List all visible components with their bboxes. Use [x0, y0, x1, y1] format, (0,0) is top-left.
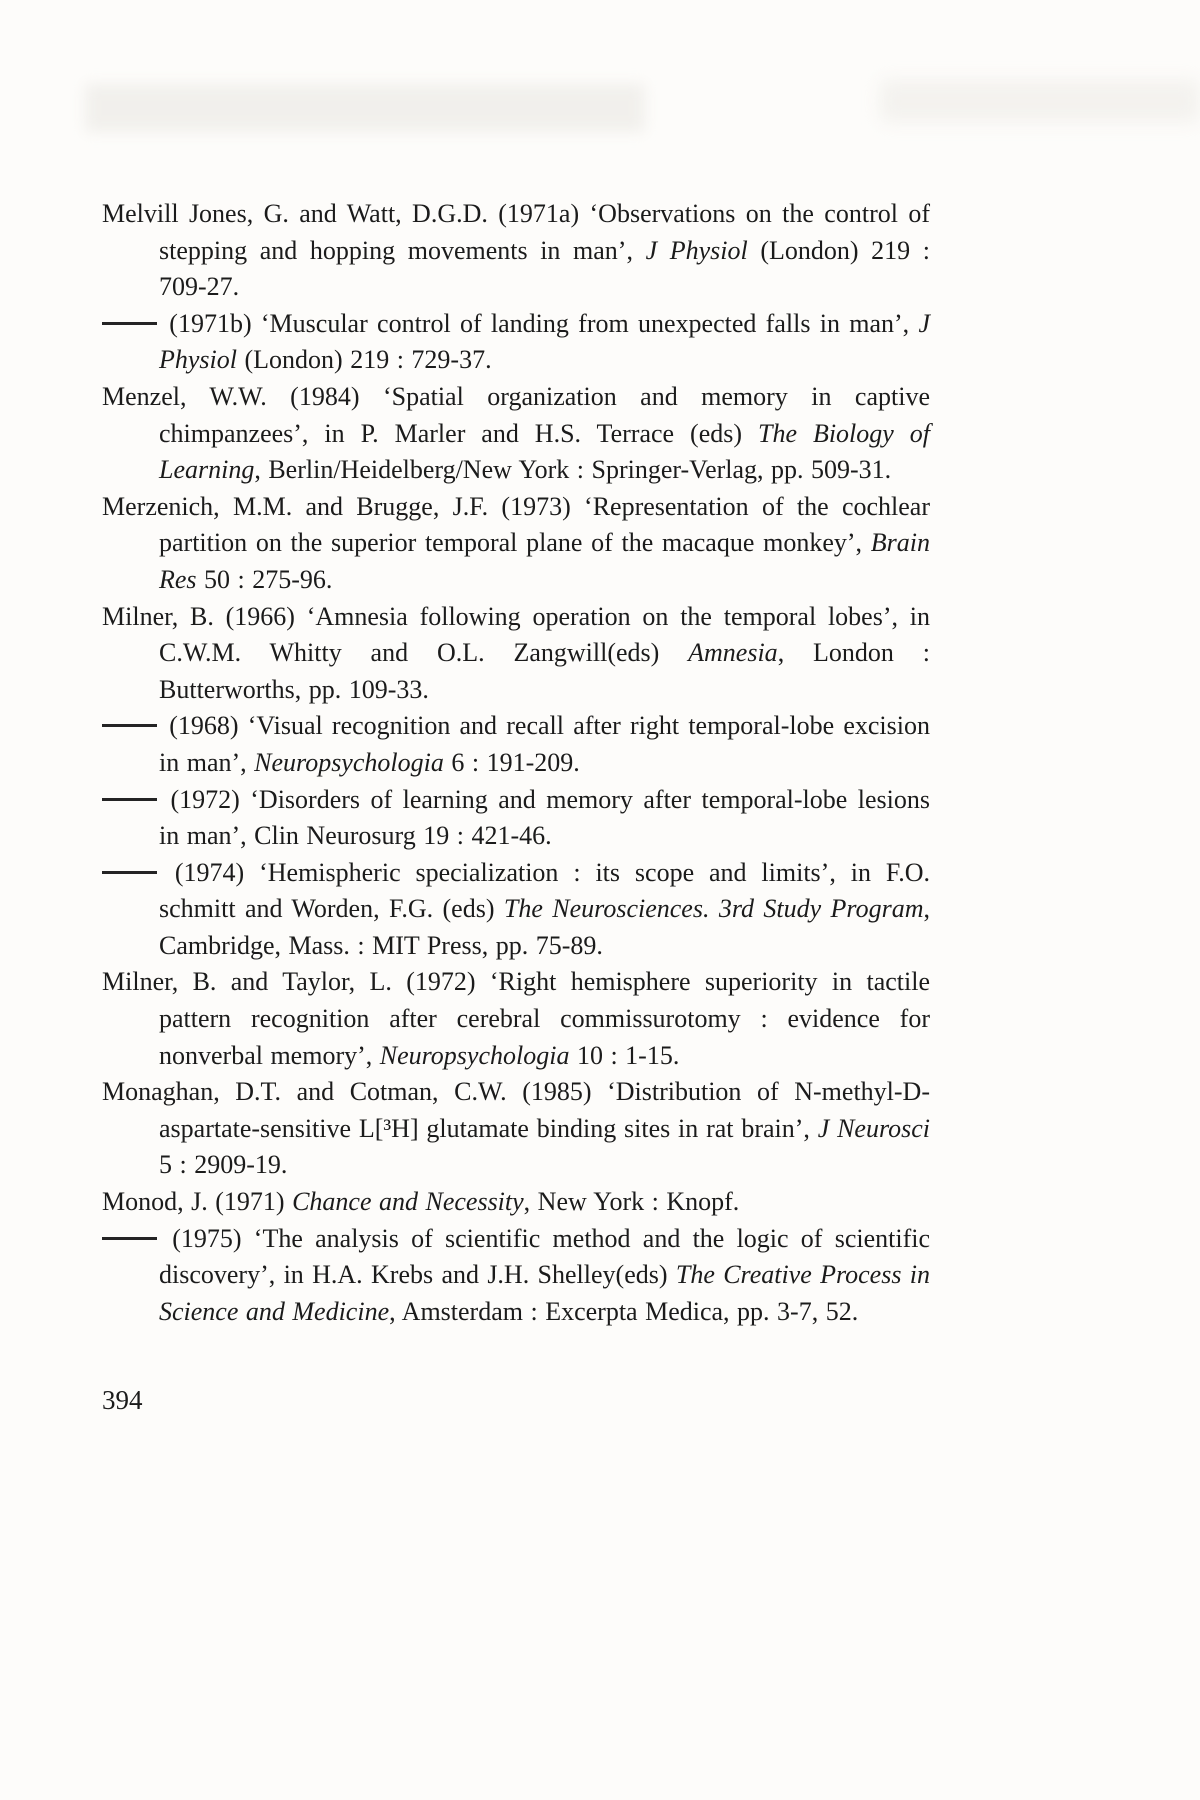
text-segment: , Berlin/Heidelberg/New York : Springer-Verlag, pp. 509-31.	[254, 455, 892, 485]
italic-title-segment: Neuropsychologia	[254, 747, 444, 777]
italic-title-segment: J Neurosci	[817, 1113, 930, 1143]
text-segment: 10 : 1-15.	[569, 1040, 680, 1070]
text-segment: Menzel, W.W. (1984) ‘Spatial organization and memory in captive chimpanzees’, in P. Marler and H.S. Terrace (eds)	[102, 381, 930, 448]
italic-title-segment: J Physiol	[159, 308, 930, 375]
text-segment: Milner, B. and Taylor, L. (1972) ‘Right hemisphere superiority in tactile pattern recognition after cerebral commissurotomy : evidence for nonverbal memory’,	[102, 967, 930, 1070]
same-author-dash	[102, 724, 157, 727]
reference-entry	[102, 782, 930, 855]
same-author-dash	[102, 798, 157, 801]
reference-entry	[102, 708, 930, 781]
italic-title-segment: The Biology of Learning	[159, 418, 930, 485]
text-segment: Milner, B. (1966) ‘Amnesia following operation on the temporal lobes’, in C.W.M. Whitty and O.L. Zangwill(eds)	[102, 601, 930, 668]
same-author-dash	[102, 1237, 157, 1240]
text-segment: (1972) ‘Disorders of learning and memory after temporal-lobe lesions in man’, Clin Neurosurg 19 : 421-46.	[159, 784, 930, 851]
reference-entry	[102, 964, 930, 1074]
text-segment: (1975) ‘The analysis of scientific method and the logic of scientific discovery’, in H.A. Krebs and J.H. Shelley(eds)	[159, 1223, 930, 1290]
reference-entry	[102, 489, 930, 599]
text-segment: Monaghan, D.T. and Cotman, C.W. (1985) ‘Distribution of N-methyl-D-aspartate-sensitive L[³H] glutamate binding sites in rat brain’,	[102, 1077, 930, 1143]
italic-title-segment: Brain Res	[159, 528, 930, 594]
italic-title-segment: Amnesia	[688, 638, 778, 668]
text-segment: , London : Butterworths, pp. 109-33.	[159, 638, 930, 704]
reference-entry	[102, 379, 930, 489]
reference-entry	[102, 1184, 930, 1221]
reference-entry	[102, 1074, 930, 1184]
text-segment: (1971b) ‘Muscular control of landing from unexpected falls in man’,	[160, 308, 919, 338]
reference-entry	[102, 196, 930, 306]
text-segment: 6 : 191-209.	[443, 747, 580, 777]
reference-entry	[102, 1221, 930, 1331]
italic-title-segment: Neuropsychologia	[379, 1040, 570, 1070]
italic-title-segment: The Neurosciences. 3rd Study Program	[503, 894, 924, 924]
text-segment: Melvill Jones, G. and Watt, D.G.D. (1971a) ‘Observations on the control of stepping and hopping movements in man’,	[102, 199, 930, 265]
same-author-dash	[102, 871, 157, 874]
scan-shading-artifact	[85, 84, 645, 132]
same-author-dash	[102, 322, 157, 325]
text-segment: Merzenich, M.M. and Brugge, J.F. (1973) ‘Representation of the cochlear partition on the superior temporal plane of the macaque monkey’,	[102, 491, 930, 558]
bibliography	[102, 196, 930, 1330]
text-segment: , Amsterdam : Excerpta Medica, pp. 3-7, 52.	[389, 1296, 859, 1326]
text-segment: 50 : 275-96.	[196, 564, 333, 594]
text-segment: (1968) ‘Visual recognition and recall after right temporal-lobe excision in man’,	[159, 711, 930, 777]
page-number: 394	[102, 1385, 143, 1415]
text-segment: Monod, J. (1971)	[102, 1187, 293, 1217]
italic-title-segment: Chance and Necessity	[292, 1187, 524, 1217]
text-segment: (1974) ‘Hemispheric specialization : its scope and limits’, in F.O. schmitt and Worden, F.G. (eds)	[159, 857, 930, 924]
scan-shading-artifact	[880, 80, 1200, 122]
text-segment: (London) 219 : 709-27.	[159, 235, 931, 302]
reference-entry	[102, 306, 930, 379]
italic-title-segment: J Physiol	[645, 235, 748, 265]
text-segment: 5 : 2909-19.	[159, 1150, 288, 1180]
text-segment: (London) 219 : 729-37.	[237, 345, 492, 375]
reference-entry	[102, 855, 930, 965]
reference-entry	[102, 599, 930, 709]
text-segment: , Cambridge, Mass. : MIT Press, pp. 75-89.	[159, 894, 930, 960]
italic-title-segment: The Creative Process in Science and Medicine	[159, 1260, 931, 1326]
text-segment: , New York : Knopf.	[523, 1187, 740, 1217]
